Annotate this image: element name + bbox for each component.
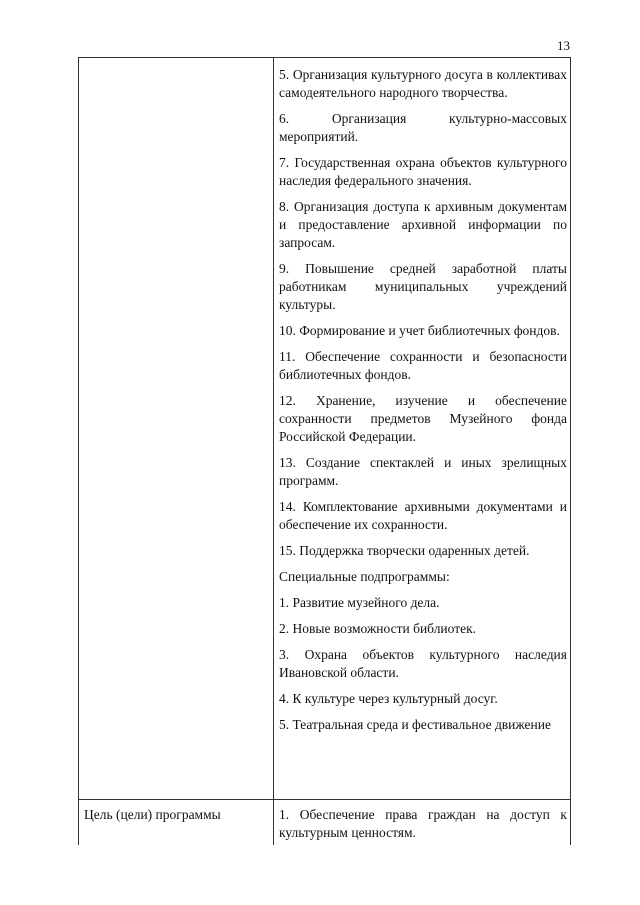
list-item: 9. Повышение средней заработной платы работникам муниципальных учреждений культуры. bbox=[279, 261, 567, 312]
row2-label-cell: Цель (цели) программы bbox=[84, 807, 221, 822]
list-item: 6. Организация культурно-массовых мероприятий. bbox=[279, 111, 567, 144]
list-item: 2. Новые возможности библиотек. bbox=[279, 621, 477, 636]
table-border-top bbox=[78, 57, 571, 58]
list-item: 13. Создание спектаклей и иных зрелищных программ. bbox=[279, 455, 567, 488]
subprograms-heading: Специальные подпрограммы: bbox=[279, 569, 450, 584]
table-row-divider bbox=[78, 799, 571, 800]
list-item: 14. Комплектование архивными документами и обеспечение их сохранности. bbox=[279, 499, 567, 532]
list-item: 8. Организация доступа к архивным документам и предоставление архивной информации по запросам. bbox=[279, 199, 567, 250]
page-number: 13 bbox=[557, 38, 570, 53]
list-item: 7. Государственная охрана объектов культурного наследия федерального значения. bbox=[279, 155, 567, 188]
table-border-right bbox=[570, 57, 571, 845]
table-border-left bbox=[78, 57, 79, 845]
list-item: 5. Театральная среда и фестивальное движение bbox=[279, 717, 551, 732]
list-item: 5. Организация культурного досуга в коллективах самодеятельного народного творчества. bbox=[279, 67, 567, 100]
list-item: 11. Обеспечение сохранности и безопасности библиотечных фондов. bbox=[279, 349, 567, 382]
list-item: 15. Поддержка творчески одаренных детей. bbox=[279, 543, 530, 558]
list-item: 1. Развитие музейного дела. bbox=[279, 595, 440, 610]
table-column-divider bbox=[273, 57, 274, 845]
list-item: 4. К культуре через культурный досуг. bbox=[279, 691, 498, 706]
program-passport-table bbox=[78, 57, 571, 845]
row1-content-cell bbox=[279, 66, 567, 742]
list-item: 10. Формирование и учет библиотечных фондов. bbox=[279, 323, 560, 338]
list-item: 1. Обеспечение права граждан на доступ к культурным ценностям. bbox=[279, 807, 567, 840]
list-item: 12. Хранение, изучение и обеспечение сохранности предметов Музейного фонда Российской Федерации. bbox=[279, 393, 567, 444]
row2-content-cell bbox=[279, 806, 567, 850]
list-item: 3. Охрана объектов культурного наследия Ивановской области. bbox=[279, 647, 567, 680]
